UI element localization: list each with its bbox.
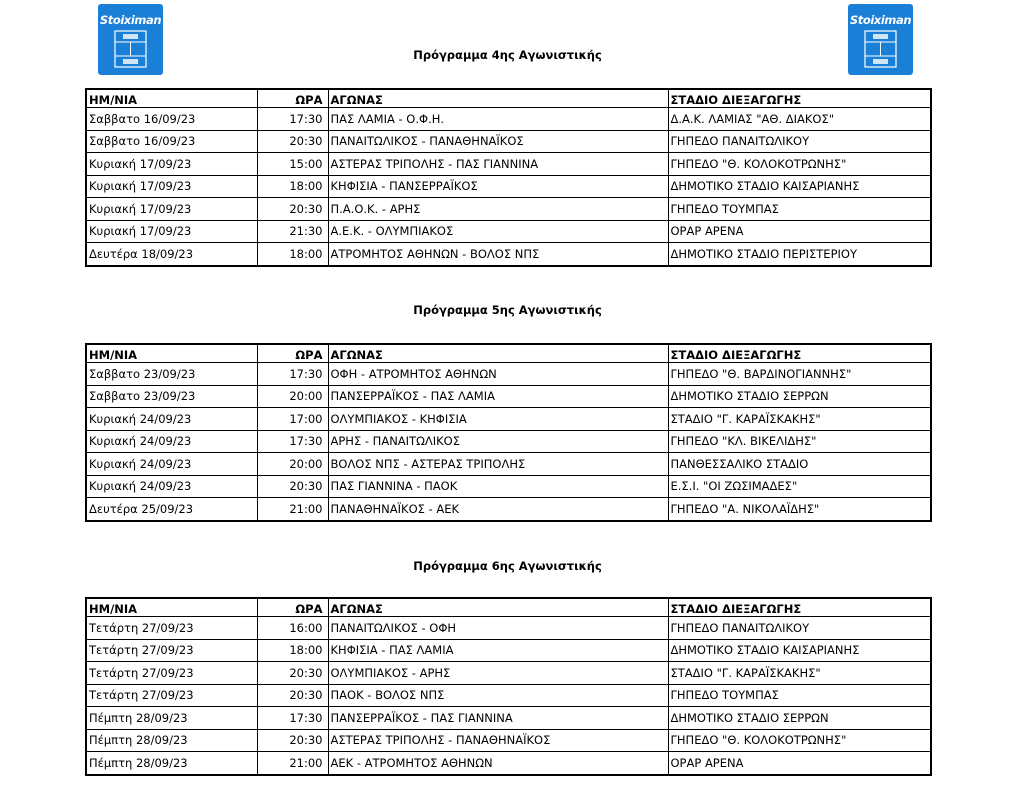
cell-time: 20:30	[257, 475, 328, 498]
header-time: ΩΡΑ	[257, 598, 328, 617]
cell-match: ΟΦΗ - ΑΤΡΟΜΗΤΟΣ ΑΘΗΝΩΝ	[328, 363, 668, 386]
cell-match: ΒΟΛΟΣ ΝΠΣ - ΑΣΤΕΡΑΣ ΤΡΙΠΟΛΗΣ	[328, 453, 668, 476]
cell-date: Σαββατο 16/09/23	[86, 130, 257, 153]
table-row	[86, 108, 931, 131]
cell-match: ΠΑΝΣΕΡΡΑΪΚΟΣ - ΠΑΣ ΓΙΑΝΝΙΝΑ	[328, 707, 668, 730]
cell-date: Κυριακή 24/09/23	[86, 475, 257, 498]
header-venue: ΣΤΑΔΙΟ ΔΙΕΞΑΓΩΓΗΣ	[668, 598, 931, 617]
table-row	[86, 385, 931, 408]
schedule-title: Πρόγραμμα 4ης Αγωνιστικής	[413, 48, 602, 62]
cell-match: ΠΑΟΚ - ΒΟΛΟΣ ΝΠΣ	[328, 684, 668, 707]
cell-date: Πέμπτη 28/09/23	[86, 707, 257, 730]
table-row	[86, 662, 931, 685]
schedule-title: Πρόγραμμα 5ης Αγωνιστικής	[413, 303, 602, 317]
cell-time: 21:00	[257, 498, 328, 521]
cell-date: Κυριακή 17/09/23	[86, 198, 257, 221]
header-match: ΑΓΩΝΑΣ	[328, 344, 668, 363]
cell-date: Κυριακή 17/09/23	[86, 153, 257, 176]
cell-time: 16:00	[257, 617, 328, 640]
table-row	[86, 243, 931, 266]
schedule-title: Πρόγραμμα 6ης Αγωνιστικής	[413, 559, 602, 573]
cell-venue: ΓΗΠΕΔΟ "Θ. ΚΟΛΟΚΟΤΡΩΝΗΣ"	[668, 729, 931, 752]
cell-date: Τετάρτη 27/09/23	[86, 684, 257, 707]
table-row	[86, 617, 931, 640]
table-row	[86, 707, 931, 730]
cell-match: ΑΡΗΣ - ΠΑΝΑΙΤΩΛΙΚΟΣ	[328, 430, 668, 453]
cell-date: Σαββατο 23/09/23	[86, 363, 257, 386]
table-row	[86, 729, 931, 752]
table-row	[86, 684, 931, 707]
cell-match: ΟΛΥΜΠΙΑΚΟΣ - ΑΡΗΣ	[328, 662, 668, 685]
cell-venue: Ε.Σ.Ι. "ΟΙ ΖΩΣΙΜΑΔΕΣ"	[668, 475, 931, 498]
cell-date: Κυριακή 24/09/23	[86, 453, 257, 476]
cell-venue: ΔΗΜΟΤΙΚΟ ΣΤΑΔΙΟ ΣΕΡΡΩΝ	[668, 385, 931, 408]
header-date: ΗΜ/ΝΙΑ	[86, 344, 257, 363]
table-row	[86, 130, 931, 153]
cell-venue: ΔΗΜΟΤΙΚΟ ΣΤΑΔΙΟ ΠΕΡΙΣΤΕΡΙΟΥ	[668, 243, 931, 266]
logo-brand-text: Stoiximan	[99, 13, 162, 27]
cell-venue: ΠΑΝΘΕΣΣΑΛΙΚΟ ΣΤΑΔΙΟ	[668, 453, 931, 476]
cell-match: ΚΗΦΙΣΙΑ - ΠΑΣ ΛΑΜΙΑ	[328, 639, 668, 662]
cell-date: Κυριακή 24/09/23	[86, 430, 257, 453]
cell-date: Τετάρτη 27/09/23	[86, 617, 257, 640]
header-date: ΗΜ/ΝΙΑ	[86, 598, 257, 617]
cell-time: 20:30	[257, 198, 328, 221]
cell-date: Δευτέρα 18/09/23	[86, 243, 257, 266]
cell-time: 17:30	[257, 108, 328, 131]
cell-venue: ΓΗΠΕΔΟ "ΚΛ. ΒΙΚΕΛΙΔΗΣ"	[668, 430, 931, 453]
cell-venue: ΣΤΑΔΙΟ "Γ. ΚΑΡΑΪΣΚΑΚΗΣ"	[668, 408, 931, 431]
cell-time: 20:30	[257, 130, 328, 153]
cell-date: Κυριακή 17/09/23	[86, 175, 257, 198]
cell-time: 17:30	[257, 363, 328, 386]
table-row	[86, 175, 931, 198]
cell-venue: ΔΗΜΟΤΙΚΟ ΣΤΑΔΙΟ ΚΑΙΣΑΡΙΑΝΗΣ	[668, 639, 931, 662]
table-row	[86, 498, 931, 521]
table-row	[86, 639, 931, 662]
table-row	[86, 408, 931, 431]
cell-time: 21:30	[257, 220, 328, 243]
cell-date: Τετάρτη 27/09/23	[86, 662, 257, 685]
table-row	[86, 453, 931, 476]
cell-date: Δευτέρα 25/09/23	[86, 498, 257, 521]
cell-time: 20:30	[257, 729, 328, 752]
cell-match: ΠΑΝΑΙΤΩΛΙΚΟΣ - ΟΦΗ	[328, 617, 668, 640]
cell-match: ΠΑΣ ΛΑΜΙΑ - Ο.Φ.Η.	[328, 108, 668, 131]
cell-match: ΠΑΝΑΘΗΝΑΪΚΟΣ - ΑΕΚ	[328, 498, 668, 521]
cell-time: 21:00	[257, 752, 328, 775]
cell-date: Πέμπτη 28/09/23	[86, 752, 257, 775]
stoiximan-logo-left	[98, 4, 163, 75]
cell-time: 17:30	[257, 430, 328, 453]
cell-match: ΚΗΦΙΣΙΑ - ΠΑΝΣΕΡΡΑΪΚΟΣ	[328, 175, 668, 198]
header-match: ΑΓΩΝΑΣ	[328, 89, 668, 108]
cell-match: ΠΑΝΣΕΡΡΑΪΚΟΣ - ΠΑΣ ΛΑΜΙΑ	[328, 385, 668, 408]
header-match: ΑΓΩΝΑΣ	[328, 598, 668, 617]
cell-date: Σαββατο 23/09/23	[86, 385, 257, 408]
header-time: ΩΡΑ	[257, 89, 328, 108]
table-row	[86, 430, 931, 453]
table-header-row	[86, 344, 931, 363]
stoiximan-logo-right	[848, 4, 913, 75]
table-row	[86, 153, 931, 176]
table-header-row	[86, 598, 931, 617]
cell-venue: ΔΗΜΟΤΙΚΟ ΣΤΑΔΙΟ ΚΑΙΣΑΡΙΑΝΗΣ	[668, 175, 931, 198]
cell-date: Τετάρτη 27/09/23	[86, 639, 257, 662]
cell-match: Π.Α.Ο.Κ. - ΑΡΗΣ	[328, 198, 668, 221]
cell-time: 20:00	[257, 385, 328, 408]
cell-venue: ΣΤΑΔΙΟ "Γ. ΚΑΡΑΪΣΚΑΚΗΣ"	[668, 662, 931, 685]
cell-venue: ΔΗΜΟΤΙΚΟ ΣΤΑΔΙΟ ΣΕΡΡΩΝ	[668, 707, 931, 730]
cell-time: 15:00	[257, 153, 328, 176]
table-row	[86, 475, 931, 498]
cell-match: ΠΑΝΑΙΤΩΛΙΚΟΣ - ΠΑΝΑΘΗΝΑΪΚΟΣ	[328, 130, 668, 153]
cell-time: 18:00	[257, 243, 328, 266]
cell-match: ΟΛΥΜΠΙΑΚΟΣ - ΚΗΦΙΣΙΑ	[328, 408, 668, 431]
logo-brand-text: Stoiximan	[849, 13, 912, 27]
header-venue: ΣΤΑΔΙΟ ΔΙΕΞΑΓΩΓΗΣ	[668, 344, 931, 363]
schedule-table	[85, 597, 932, 776]
table-row	[86, 220, 931, 243]
header-time: ΩΡΑ	[257, 344, 328, 363]
cell-time: 20:00	[257, 453, 328, 476]
header-date: ΗΜ/ΝΙΑ	[86, 89, 257, 108]
cell-venue: ΓΗΠΕΔΟ ΤΟΥΜΠΑΣ	[668, 684, 931, 707]
cell-match: ΠΑΣ ΓΙΑΝΝΙΝΑ - ΠΑΟΚ	[328, 475, 668, 498]
cell-venue: Δ.Α.Κ. ΛΑΜΙΑΣ "ΑΘ. ΔΙΑΚΟΣ"	[668, 108, 931, 131]
cell-time: 20:30	[257, 684, 328, 707]
cell-venue: ΓΗΠΕΔΟ "Α. ΝΙΚΟΛΑΪΔΗΣ"	[668, 498, 931, 521]
schedule-table	[85, 343, 932, 522]
cell-time: 20:30	[257, 662, 328, 685]
cell-time: 18:00	[257, 175, 328, 198]
cell-venue: ΟΡΑΡ ΑΡΕΝΑ	[668, 220, 931, 243]
cell-venue: ΓΗΠΕΔΟ "Θ. ΚΟΛΟΚΟΤΡΩΝΗΣ"	[668, 153, 931, 176]
cell-match: ΑΣΤΕΡΑΣ ΤΡΙΠΟΛΗΣ - ΠΑΣ ΓΙΑΝΝΙΝΑ	[328, 153, 668, 176]
schedule-table	[85, 88, 932, 267]
table-row	[86, 363, 931, 386]
table-header-row	[86, 89, 931, 108]
cell-match: ΑΣΤΕΡΑΣ ΤΡΙΠΟΛΗΣ - ΠΑΝΑΘΗΝΑΪΚΟΣ	[328, 729, 668, 752]
table-row	[86, 198, 931, 221]
header-venue: ΣΤΑΔΙΟ ΔΙΕΞΑΓΩΓΗΣ	[668, 89, 931, 108]
cell-date: Κυριακή 24/09/23	[86, 408, 257, 431]
cell-date: Σαββατο 16/09/23	[86, 108, 257, 131]
cell-date: Πέμπτη 28/09/23	[86, 729, 257, 752]
cell-match: ΑΤΡΟΜΗΤΟΣ ΑΘΗΝΩΝ - ΒΟΛΟΣ ΝΠΣ	[328, 243, 668, 266]
cell-venue: ΓΗΠΕΔΟ ΤΟΥΜΠΑΣ	[668, 198, 931, 221]
cell-venue: ΓΗΠΕΔΟ ΠΑΝΑΙΤΩΛΙΚΟΥ	[668, 617, 931, 640]
cell-venue: ΟΡΑΡ ΑΡΕΝΑ	[668, 752, 931, 775]
table-row	[86, 752, 931, 775]
cell-time: 18:00	[257, 639, 328, 662]
cell-time: 17:30	[257, 707, 328, 730]
cell-match: ΑΕΚ - ΑΤΡΟΜΗΤΟΣ ΑΘΗΝΩΝ	[328, 752, 668, 775]
cell-venue: ΓΗΠΕΔΟ "Θ. ΒΑΡΔΙΝΟΓΙΑΝΝΗΣ"	[668, 363, 931, 386]
cell-venue: ΓΗΠΕΔΟ ΠΑΝΑΙΤΩΛΙΚΟΥ	[668, 130, 931, 153]
cell-time: 17:00	[257, 408, 328, 431]
cell-date: Κυριακή 17/09/23	[86, 220, 257, 243]
cell-match: Α.Ε.Κ. - ΟΛΥΜΠΙΑΚΟΣ	[328, 220, 668, 243]
